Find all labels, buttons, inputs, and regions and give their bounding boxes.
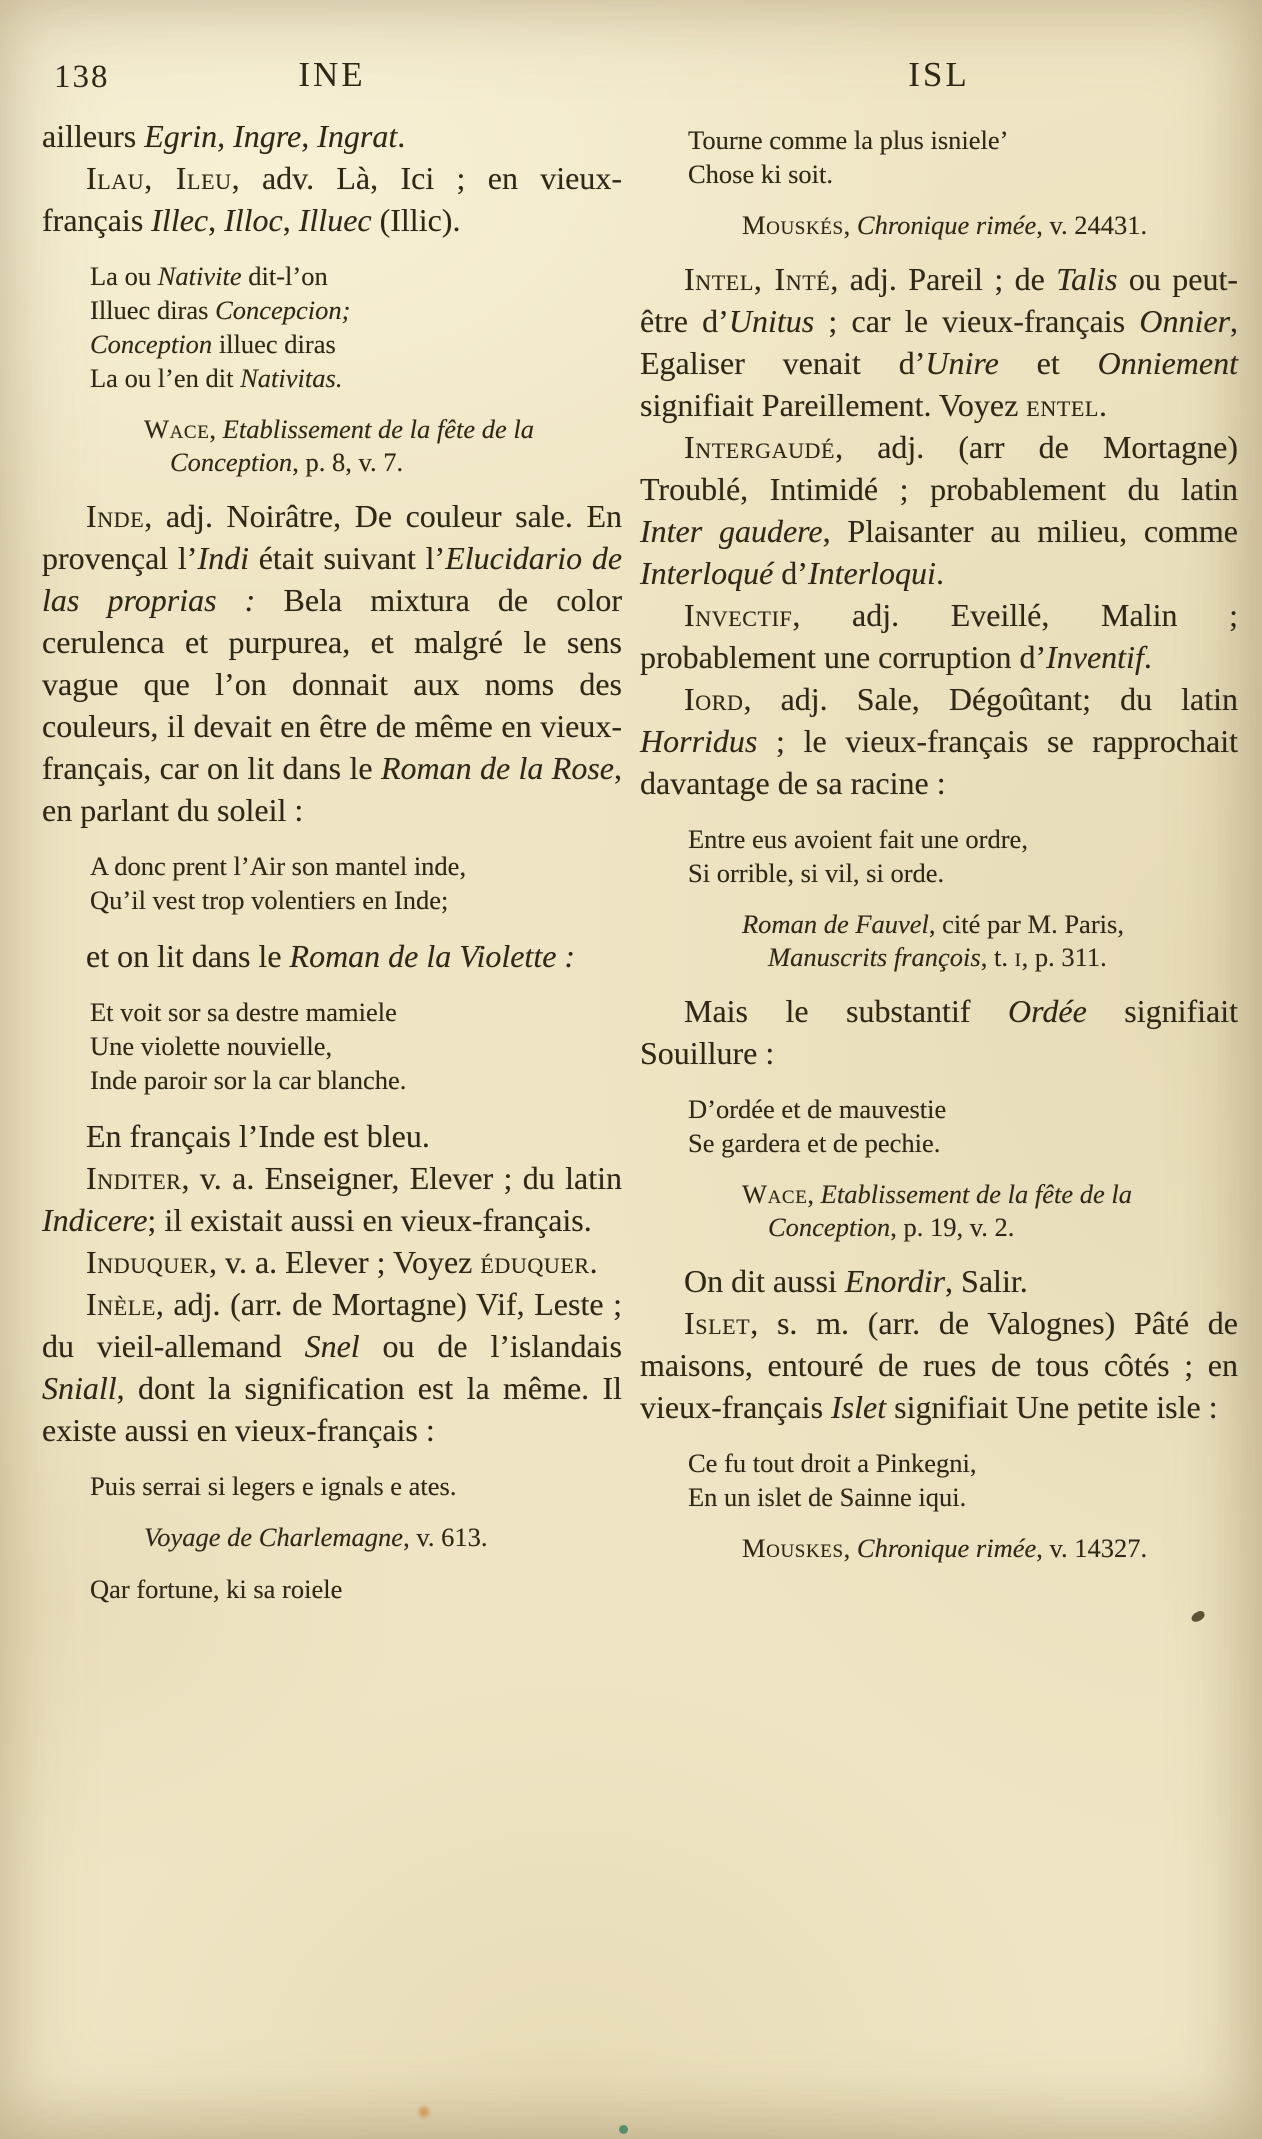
text-segment: Snel [304, 1328, 360, 1364]
text-segment: , [843, 1533, 857, 1563]
text-segment: et [998, 345, 1098, 381]
verse-quote [90, 995, 622, 1097]
verse-quote [90, 1469, 622, 1503]
text-segment: Enordir [844, 1263, 946, 1299]
text-segment: , v. a. Elever ; Voyez [209, 1244, 481, 1280]
text-segment: , s. m. (arr. de Valognes) Pâté de maisons, entouré de rues de tous côtés ; en vieux-français [640, 1305, 1238, 1425]
text-segment: Voyage de Charlemagne [144, 1522, 404, 1552]
dictionary-entry [640, 1302, 1238, 1428]
text-segment: , v. a. Enseigner, Elever ; du latin [181, 1160, 622, 1196]
right-header-row [640, 55, 1238, 105]
source-citation [742, 1178, 1238, 1244]
text-segment: . [589, 1244, 598, 1280]
text-segment: En français l’Inde est bleu. [86, 1118, 430, 1154]
text-segment: Induquer [86, 1244, 210, 1280]
right-column-content [640, 123, 1238, 1565]
left-column [42, 55, 622, 1624]
text-paragraph [640, 990, 1238, 1074]
text-segment: Tourne comme la plus isniele’ [688, 125, 1009, 155]
text-segment: Chronique rimée [856, 210, 1037, 240]
text-segment: , Egaliser venait d’ [640, 303, 1239, 381]
text-segment: ; le vieux-français se rapprochait davantage de sa racine : [640, 723, 1238, 801]
running-head-left: INE [298, 55, 366, 94]
verse-quote [688, 1092, 1238, 1160]
text-segment: dit-l’on [241, 261, 328, 291]
ink-speck [1190, 1610, 1206, 1624]
text-segment: ; car le vieux-français [814, 303, 1140, 339]
text-segment: Indi [197, 540, 249, 576]
text-segment: ailleurs [42, 118, 145, 154]
text-segment: . [935, 555, 944, 591]
verse-quote [90, 849, 622, 917]
text-segment: illuec diras [212, 329, 336, 359]
text-segment: Elucidario de las proprias : [42, 540, 623, 618]
text-segment: , v. 14327. [1036, 1533, 1148, 1563]
text-segment: Horridus [640, 723, 758, 759]
dictionary-entry [640, 258, 1238, 426]
dictionary-entry [42, 1241, 622, 1283]
text-segment: , v. 24431. [1036, 210, 1148, 240]
dictionary-entry [42, 1283, 622, 1451]
verse-quote [90, 1572, 622, 1606]
left-column-content [42, 115, 622, 1606]
right-column [640, 55, 1238, 1581]
text-segment: Wace [144, 414, 210, 444]
text-segment: signifiait Souillure : [640, 993, 1239, 1071]
text-segment: était suivant l’ [248, 540, 446, 576]
text-segment: . [1098, 387, 1107, 423]
text-segment: A donc prent l’Air son mantel inde, [90, 851, 467, 881]
text-segment: , [843, 210, 857, 240]
verse-quote [688, 1446, 1238, 1514]
text-segment: En un islet de Sainne iqui. [688, 1482, 967, 1512]
verse-quote [688, 822, 1238, 890]
text-segment: Unitus [728, 303, 815, 339]
text-segment: , cité par M. Paris, [928, 909, 1124, 939]
text-segment: Indicere [42, 1202, 148, 1238]
source-citation [742, 209, 1238, 242]
text-segment: , [209, 414, 223, 444]
text-segment: Ilau, Ileu [86, 160, 232, 196]
text-segment: , adj. Eveillé, Malin ; probablement une corruption d’ [640, 597, 1238, 675]
text-segment: Illuec diras [90, 295, 216, 325]
text-segment: Manuscrits françois [768, 942, 981, 972]
text-segment: Inèle [86, 1286, 156, 1322]
dictionary-entry [640, 678, 1238, 804]
text-segment: Inde [86, 498, 145, 534]
text-segment: Iord [684, 681, 744, 717]
source-citation [742, 908, 1238, 974]
text-paragraph [42, 935, 622, 977]
text-segment: On dit aussi [684, 1263, 845, 1299]
text-segment: Chronique rimée [856, 1533, 1037, 1563]
verse-quote [90, 259, 622, 395]
text-segment: , v. 613. [403, 1522, 488, 1552]
text-segment: , [807, 1179, 821, 1209]
text-segment: Mais le substantif [684, 993, 1008, 1029]
text-segment: Wace [742, 1179, 808, 1209]
left-header-row [42, 55, 622, 105]
text-segment: Inditer [86, 1160, 182, 1196]
text-segment: Illoc [224, 202, 283, 238]
text-paragraph [640, 1260, 1238, 1302]
text-segment: (Illic). [371, 202, 461, 238]
text-segment: entel [1026, 387, 1099, 423]
text-segment: Sniall [42, 1370, 117, 1406]
text-segment: Mouskés [742, 210, 844, 240]
text-segment: Intel, Inté [684, 261, 831, 297]
source-citation [144, 413, 622, 479]
text-segment: , Plaisanter au milieu, comme [822, 513, 1239, 549]
text-segment: Mouskes [742, 1533, 844, 1563]
text-segment: La ou [90, 261, 158, 291]
text-segment: Se gardera et de pechie. [688, 1128, 941, 1158]
text-segment: , p. 311. [1021, 942, 1107, 972]
text-segment: Conception [90, 329, 213, 359]
text-segment: , adj. (arr. de Mortagne) Vif, Leste ; du vieil-allemand [42, 1286, 622, 1364]
text-segment: . [1143, 639, 1152, 675]
text-segment: et on lit dans le [86, 938, 290, 974]
text-segment: Islet [831, 1389, 887, 1425]
dictionary-entry [640, 594, 1238, 678]
text-segment: Roman de Fauvel [742, 909, 929, 939]
text-segment: Onnier [1139, 303, 1231, 339]
text-segment: Si orrible, si vil, si orde. [688, 858, 945, 888]
text-segment: , en parlant du soleil : [42, 750, 623, 828]
text-segment: , [208, 202, 225, 238]
text-segment: Intergaudé [684, 429, 836, 465]
text-segment: Invectif [684, 597, 793, 633]
text-segment: Etablissement de la fête de la Conception [768, 1179, 1132, 1242]
text-segment: , p. 8, v. 7. [292, 447, 404, 477]
text-segment: Nativitas. [240, 363, 343, 393]
text-segment: Qu’il vest trop volentiers en Inde; [90, 885, 449, 915]
text-segment: , adv. Là, Ici ; en vieux-français [42, 160, 623, 238]
text-segment: , adj. Pareil ; de [830, 261, 1057, 297]
source-citation [144, 1521, 622, 1554]
text-segment: ou peut-être d’ [640, 261, 1238, 339]
text-paragraph [42, 115, 622, 157]
text-segment: , adj. Noirâtre, De couleur sale. En provençal l’ [42, 498, 622, 576]
text-segment: Illec [151, 202, 209, 238]
text-segment: Roman de la Rose [380, 750, 615, 786]
text-segment: Inventif [1046, 639, 1144, 675]
text-segment: Bela mixtura de color cerulenca et purpurea, et malgré le sens vague que l’on donnait aux noms des couleurs, il devait en être de même en vieux-français, car on lit dans le [42, 582, 623, 786]
text-segment: , dont la signification est la même. Il existe aussi en vieux-français : [42, 1370, 622, 1448]
text-segment: Et voit sor sa destre mamiele [90, 997, 397, 1027]
text-segment: signifiait Pareillement. Voyez [640, 387, 1027, 423]
text-segment: Talis [1056, 261, 1118, 297]
text-segment: Onniement [1097, 345, 1238, 381]
text-segment: Illuec [298, 202, 372, 238]
paper-dot [619, 2125, 628, 2134]
text-segment: éduquer [480, 1244, 590, 1280]
text-segment: Nativite [157, 261, 242, 291]
text-segment: Inde paroir sor la car blanche. [90, 1065, 407, 1095]
paper-stain [416, 2104, 432, 2120]
text-segment: Ce fu tout droit a Pinkegni, [688, 1448, 977, 1478]
text-segment: Etablissement de la fête de la Conception [170, 414, 534, 477]
text-segment: Concepcion; [215, 295, 351, 325]
text-segment: , adj. Sale, Dégoûtant; du latin [743, 681, 1238, 717]
text-segment: Interloqué [640, 555, 774, 591]
text-segment: , [282, 202, 299, 238]
text-segment: d’ [773, 555, 808, 591]
text-segment: Puis serrai si legers e ignals e ates. [90, 1471, 457, 1501]
text-segment: , p. 19, v. 2. [890, 1212, 1015, 1242]
text-segment: Qar fortune, ki sa roiele [90, 1574, 343, 1604]
text-segment: D’ordée et de mauvestie [688, 1094, 947, 1124]
text-segment: La ou l’en dit [90, 363, 241, 393]
text-segment: Entre eus avoient fait une ordre, [688, 824, 1028, 854]
text-segment: Chose ki soit. [688, 159, 834, 189]
dictionary-entry [640, 426, 1238, 594]
text-segment: Unire [925, 345, 999, 381]
text-segment: ; il existait aussi en vieux-français. [147, 1202, 592, 1238]
text-segment: ou de l’islandais [359, 1328, 623, 1364]
dictionary-entry [42, 495, 622, 831]
text-paragraph [42, 1115, 622, 1157]
verse-quote [688, 123, 1238, 191]
text-segment: Interloqui [807, 555, 936, 591]
text-segment: Roman de la Violette : [289, 938, 576, 974]
text-segment: Egrin, Ingre, Ingrat [144, 118, 398, 154]
text-segment: , adj. (arr de Mortagne) Troublé, Intimidé ; probablement du latin [640, 429, 1238, 507]
text-segment: . [397, 118, 406, 154]
text-segment: signifiait Une petite isle : [886, 1389, 1218, 1425]
text-segment: Inter gaudere [640, 513, 823, 549]
text-segment: , Salir. [945, 1263, 1028, 1299]
page-number: 138 [54, 59, 110, 95]
text-segment: Une violette nouvielle, [90, 1031, 333, 1061]
dictionary-entry [42, 157, 622, 241]
text-segment: , t. [980, 942, 1015, 972]
text-segment: Ordée [1007, 993, 1087, 1029]
source-citation [742, 1532, 1238, 1565]
text-segment: Islet [684, 1305, 751, 1341]
dictionary-entry [42, 1157, 622, 1241]
running-head-right: ISL [908, 55, 970, 94]
text-segment: i [1014, 942, 1022, 972]
